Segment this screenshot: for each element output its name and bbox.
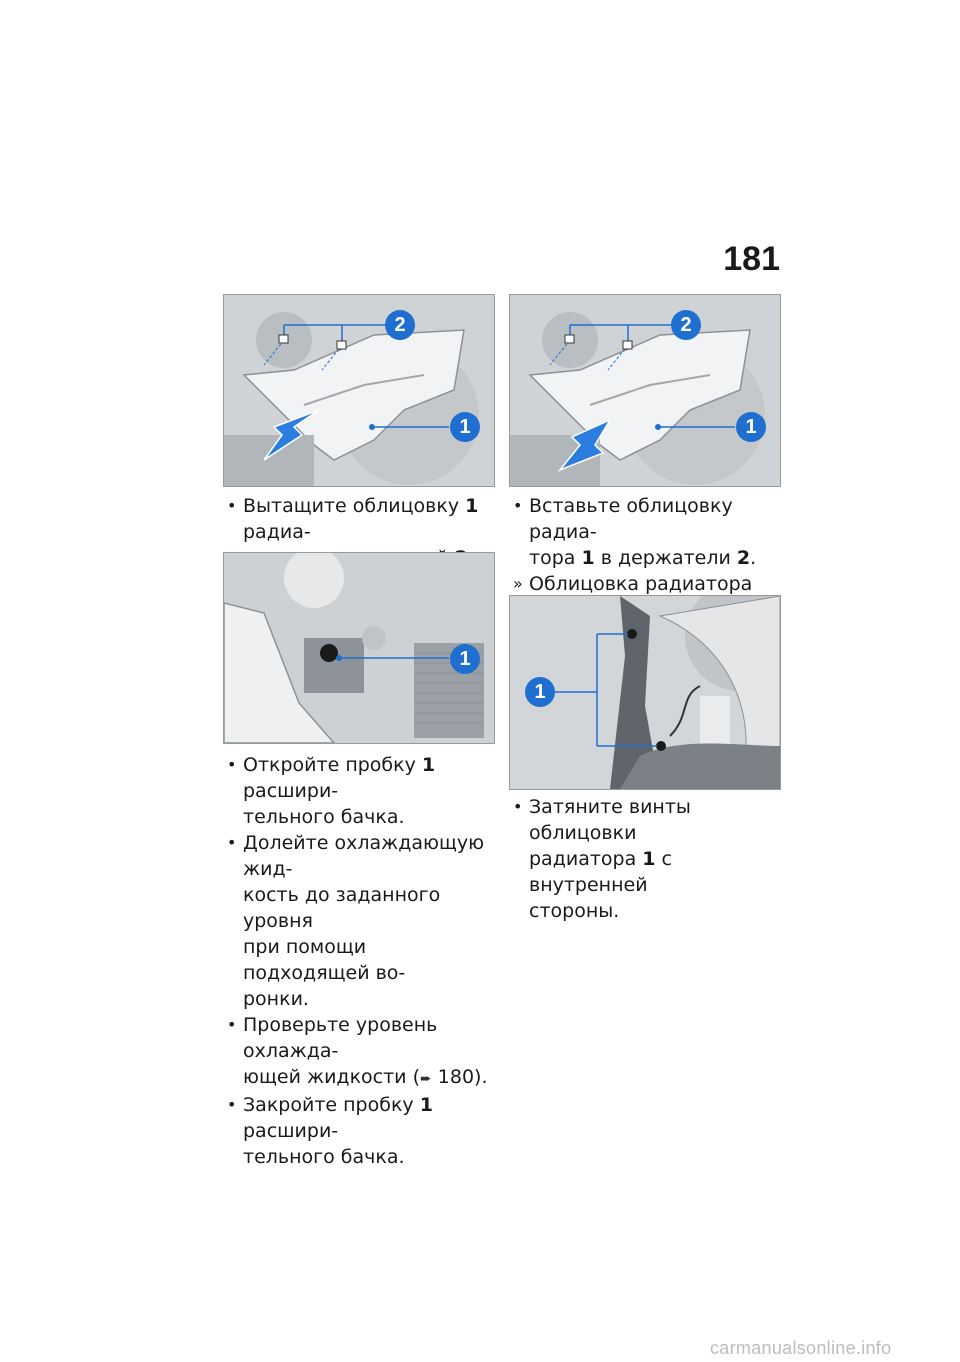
ref-number: 1 (421, 754, 436, 776)
list-item (223, 1092, 498, 1170)
step-text: Откройте пробку (243, 754, 422, 776)
callout-1: 1 (450, 644, 480, 674)
bullet-marker: • (227, 496, 237, 515)
figure-expansion-tank-cap (223, 552, 495, 744)
ref-number: 2 (736, 547, 751, 569)
step-text: ). (474, 1066, 488, 1088)
list-item (223, 830, 498, 1012)
page-number: 181 (723, 240, 780, 278)
photo-insert-panel (510, 295, 780, 486)
ref-number: 1 (419, 1094, 433, 1116)
watermark: carmanualsonline.info (710, 1338, 892, 1358)
callout-1: 1 (736, 412, 766, 442)
step-text: . (750, 547, 757, 569)
list-item (223, 1012, 498, 1092)
bullet-marker: • (227, 833, 237, 852)
bullet-marker: • (227, 755, 237, 774)
step-text: Закройте пробку (243, 1094, 420, 1116)
figure-insert-panel (509, 294, 781, 487)
ref-number: 1 (465, 495, 479, 517)
bullet-marker: • (513, 496, 523, 515)
figure-panel-screws (509, 595, 781, 790)
step-text: с внутренней стороны. (529, 848, 673, 922)
list-item (509, 794, 784, 924)
step-text: Вытащите облицовку (243, 495, 466, 517)
callout-1: 1 (450, 412, 480, 442)
list-item (509, 493, 784, 571)
page-reference[interactable]: 180 (437, 1066, 475, 1088)
step-text: расшири- тельного бачка. (243, 780, 405, 828)
bullet-marker: • (227, 1015, 237, 1034)
ref-number: 1 (642, 848, 656, 870)
instructions-coolant (223, 752, 498, 1170)
step-text: Затяните винты облицовки радиатора (529, 796, 691, 870)
step-text: радиа- (243, 521, 311, 543)
photo-remove-panel (224, 295, 494, 486)
result-text: Облицовка радиатора (529, 573, 753, 595)
arrow-right-icon[interactable]: ➨ (419, 1071, 432, 1087)
callout-1: 1 (525, 677, 555, 707)
step-text: в держатели (594, 547, 737, 569)
instructions-screws (509, 794, 784, 924)
callout-2: 2 (385, 310, 415, 340)
callout-2: 2 (671, 310, 701, 340)
step-text: Долейте охлаждающую жид- кость до заданного уровня при помощи подходящей во- ронки. (243, 832, 485, 1010)
figure-remove-panel (223, 294, 495, 487)
step-text: Вставьте облицовку радиа- тора (529, 495, 733, 569)
bullet-marker: • (227, 1095, 237, 1114)
result-marker: » (513, 574, 523, 593)
bullet-marker: • (513, 797, 523, 816)
step-text: Проверьте уровень охлажда- ющей жидкости ( (243, 1014, 438, 1088)
step-text: расшири- тельного бачка. (243, 1120, 405, 1168)
list-item (223, 752, 498, 830)
ref-number: 1 (581, 547, 595, 569)
